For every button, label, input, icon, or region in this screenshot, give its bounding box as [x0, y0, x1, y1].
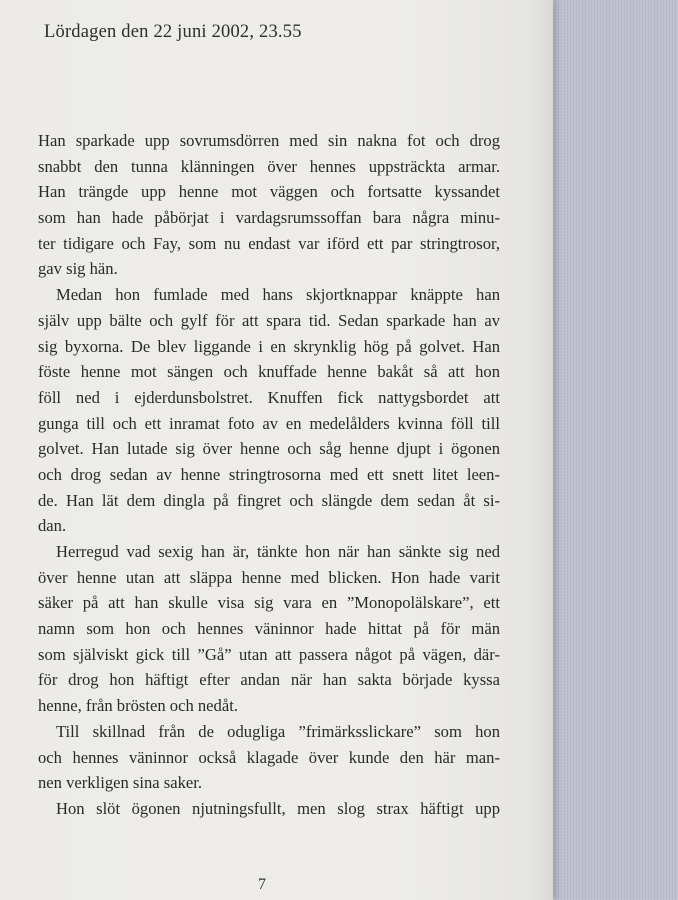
text-line: säker på att han skulle visa sig vara en ”Monopolälskare”, ett: [38, 593, 500, 613]
text-line: snabbt den tunna klänningen över hennes uppsträckta armar.: [38, 156, 500, 176]
text-line: själv upp bälte och gylf för att spara tid. Sedan sparkade han av: [38, 310, 500, 330]
text-line: Till skillnad från de odugliga ”frimärksslickare” som hon: [56, 721, 500, 741]
text-line: Han trängde upp henne mot väggen och fortsatte kyssandet: [38, 182, 500, 202]
text-line: Herregud vad sexig han är, tänkte hon när han sänkte sig ned: [56, 542, 500, 561]
text-line: gav sig hän.: [38, 259, 118, 279]
text-line: föste henne mot sängen och knuffade henne bakåt så att hon: [38, 362, 500, 382]
paragraph: [38, 282, 500, 539]
text-line: som själviskt gick till ”Gå” utan att passera något på vägen, där-: [38, 644, 500, 664]
text-line: över henne utan att släppa henne med blicken. Hon hade varit: [38, 567, 500, 587]
paragraph: [38, 539, 500, 719]
text-line: sig byxorna. De blev liggande i en skrynklig hög på golvet. Han: [38, 336, 500, 356]
text-line: nen verkligen sina saker.: [38, 773, 203, 793]
text-line: de. Han lät dem dingla på fingret och slängde dem sedan åt si-: [38, 490, 500, 510]
text-line: Han sparkade upp sovrumsdörren med sin nakna fot och drog: [38, 131, 500, 150]
text-line: och drog sedan av henne stringtrosorna med ett snett litet leen-: [38, 464, 500, 484]
text-line: namn som hon och hennes väninnor hade hittat på för män: [38, 619, 500, 639]
text-line: för drog hon häftigt efter andan när han sakta började kyssa: [38, 670, 500, 690]
text-line: gunga till och ett inramat foto av en medelålders kvinna föll till: [38, 413, 500, 433]
text-line: och hennes väninnor också klagade över kunde den här man-: [38, 747, 500, 767]
text-line: golvet. Han lutade sig över henne och såg henne djupt i ögonen: [38, 439, 500, 459]
page-number: 7: [258, 876, 266, 893]
text-line: som han hade påbörjat i vardagsrumssoffan bara några minu-: [38, 208, 500, 228]
text-line: dan.: [38, 516, 67, 536]
paragraph: [38, 128, 500, 282]
text-line: henne, från brösten och nedåt.: [38, 696, 238, 716]
paragraph: [38, 719, 500, 796]
text-line: Medan hon fumlade med hans skjortknappar knäppte han: [56, 285, 500, 305]
text-line: ter tidigare och Fay, som nu endast var iförd ett par stringtrosor,: [38, 233, 500, 253]
text-line: föll ned i ejderdunsbolstret. Knuffen fick nattygsbordet att: [38, 387, 500, 407]
running-head: Lördagen den 22 juni 2002, 23.55: [44, 22, 302, 42]
body-text: [38, 128, 500, 822]
text-line: Hon slöt ögonen njutningsfullt, men slog strax häftigt upp: [56, 798, 500, 818]
paragraph: [38, 796, 500, 822]
